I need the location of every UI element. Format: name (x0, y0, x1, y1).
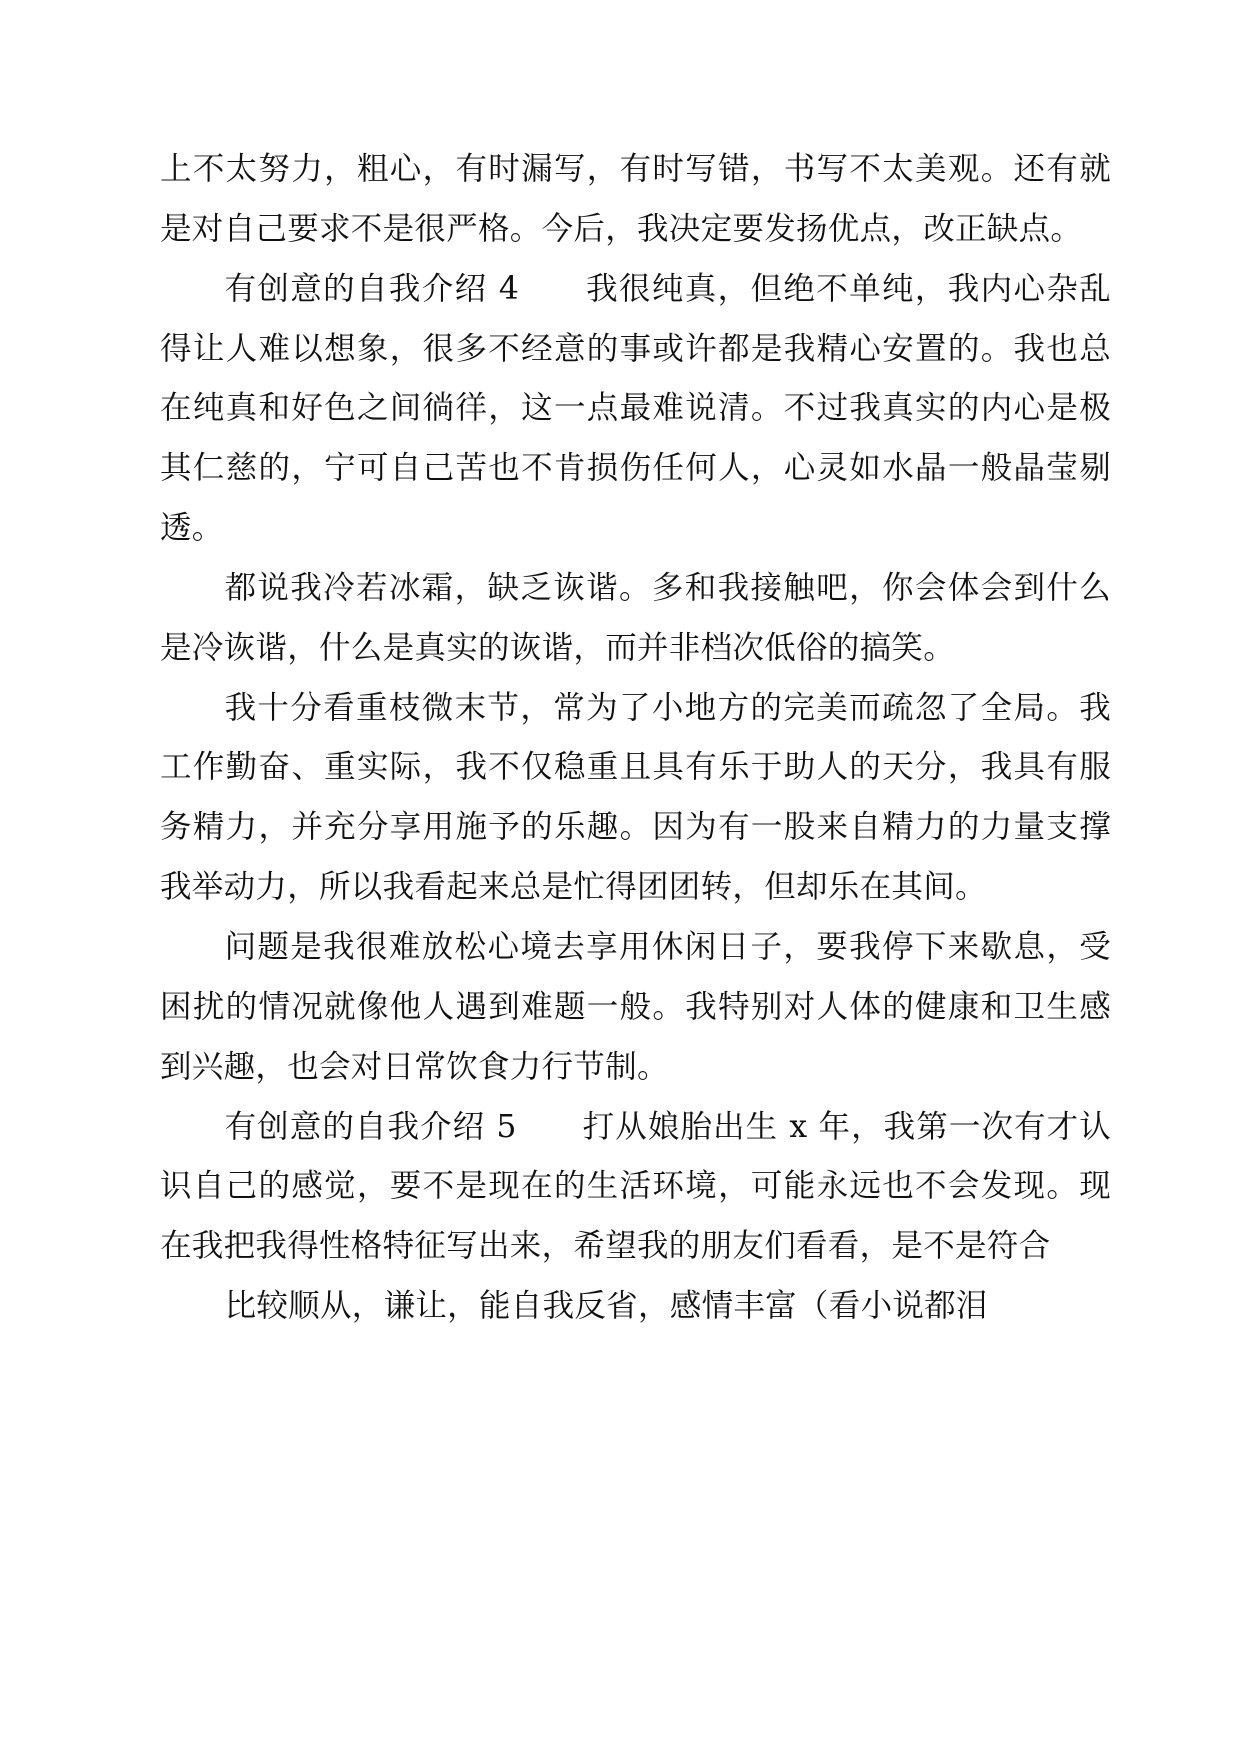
paragraph-traits: 比较顺从，谦让，能自我反省，感情丰富（看小说都泪 (224, 1288, 988, 1325)
paragraph-intro-5: 有创意的自我介绍 5 打从娘胎出生 x 年，我第一次有才认识自己的感觉，要不是现在的生活环境，可能永远也不会发现。现在我把我得性格特征写出来，希望我的朋友们看看，是不是符合 (160, 1108, 1111, 1265)
paragraph-continuation: 上不太努力，粗心，有时漏写，有时写错，书写不太美观。还有就是对自己要求不是很严格。今后，我决定要发扬优点，改正缺点。 (160, 151, 1111, 247)
paragraph-humor: 都说我冷若冰霜，缺乏诙谐。多和我接触吧，你会体会到什么是冷诙谐，什么是真实的诙谐，而并非档次低俗的搞笑。 (160, 569, 1111, 666)
paragraph-details: 我十分看重枝微末节，常为了小地方的完美而疏忽了全局。我工作勤奋、重实际，我不仅稳重且具有乐于助人的天分，我具有服务精力，并充分享用施予的乐趣。因为有一股来自精力的力量支撑我举动力，所以我看起来总是忙得团团转，但却乐在其间。 (160, 689, 1111, 906)
document-body (160, 140, 1111, 1337)
paragraph-intro-4: 有创意的自我介绍 4 我很纯真，但绝不单纯，我内心杂乱得让人难以想象，很多不经意的事或许都是我精心安置的。我也总在纯真和好色之间徜徉，这一点最难说清。不过我真实的内心是极其仁慈的，宁可自己苦也不肯损伤任何人，心灵如水晶一般晶莹剔透。 (160, 270, 1111, 547)
paragraph-relax: 问题是我很难放松心境去享用休闲日子，要我停下来歇息，受困扰的情况就像他人遇到难题一般。我特别对人体的健康和卫生感到兴趣，也会对日常饮食力行节制。 (160, 928, 1111, 1085)
